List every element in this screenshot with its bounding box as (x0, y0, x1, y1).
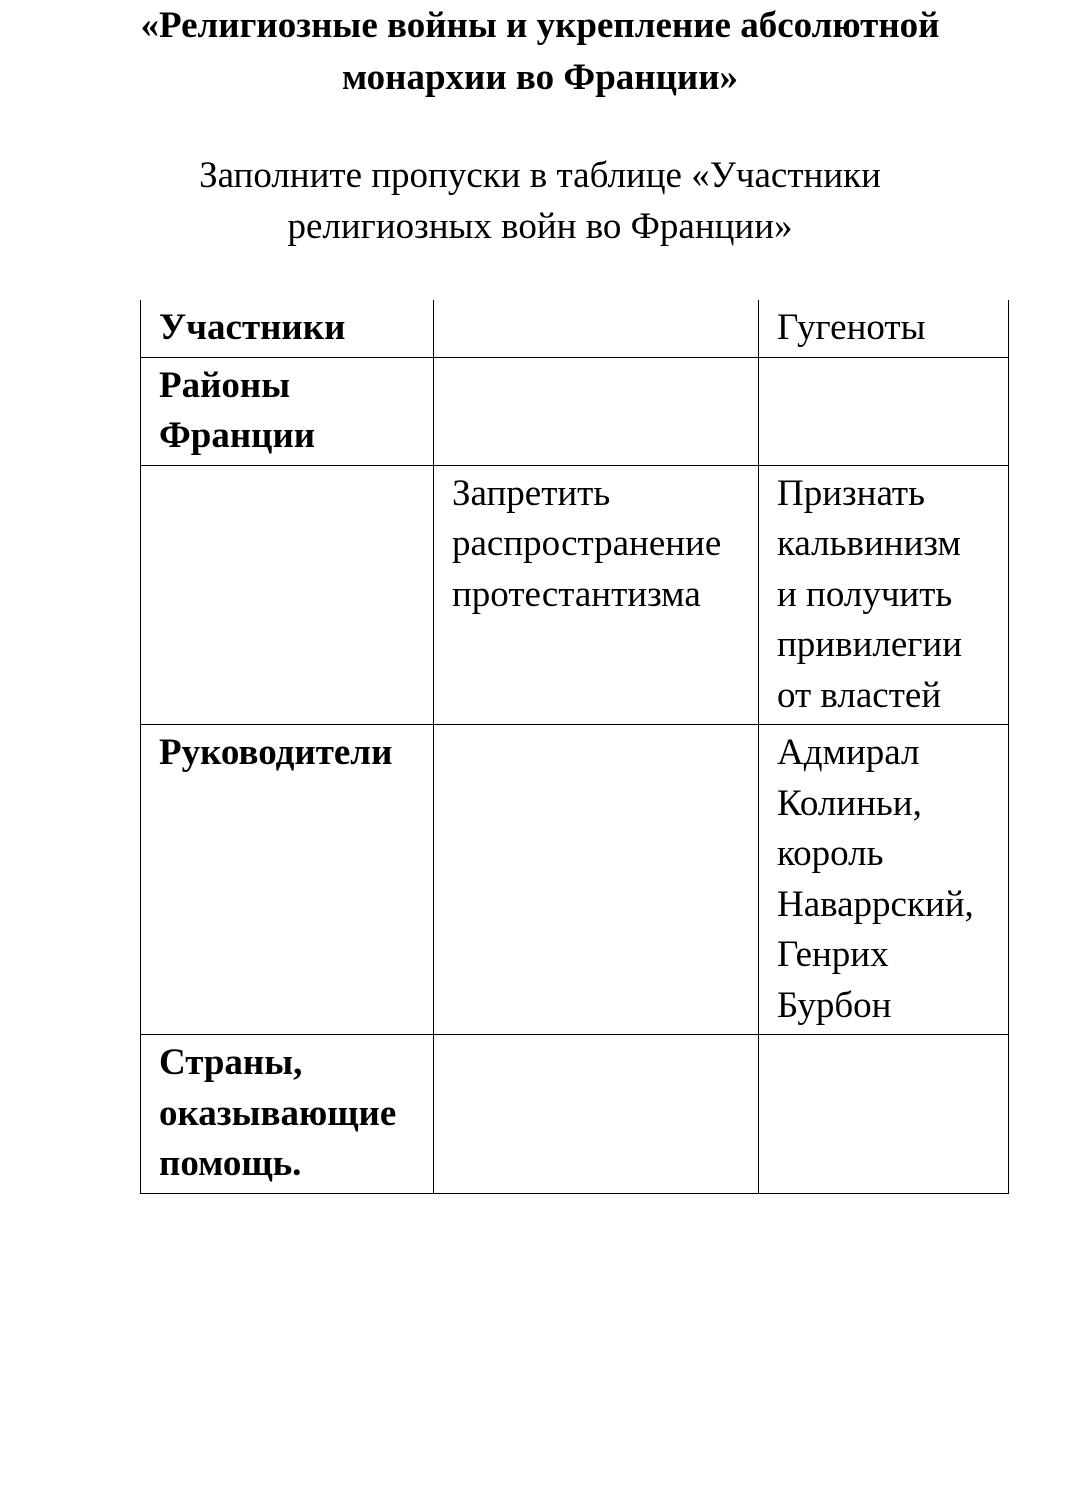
table-cell (759, 300, 1009, 357)
row-label-cell (141, 300, 434, 357)
participants-table (140, 300, 1009, 1194)
document-title (0, 0, 1080, 104)
cell-line: Участники (159, 307, 346, 348)
cell-line: Районы (159, 364, 291, 406)
blank-cell (759, 1035, 1009, 1194)
cell-line: кальвинизм (777, 523, 961, 564)
table-row (141, 300, 1009, 357)
table-row (141, 465, 1009, 725)
cell-line: король (777, 833, 884, 874)
title-line: монархии во Франции» (341, 57, 739, 98)
instruction-line: Заполните пропуски в таблице «Участники (199, 155, 881, 196)
blank-cell (434, 725, 759, 1035)
task-instruction (0, 150, 1080, 252)
title-line: «Религиозные войны и укрепление абсолютной (140, 5, 940, 46)
cell-line: оказывающие (159, 1092, 397, 1134)
cell-line: от властей (777, 674, 942, 716)
blank-cell (434, 357, 759, 465)
cell-line: протестантизма (452, 573, 701, 615)
instruction-line: религиозных войн во Франции» (287, 206, 793, 247)
blank-cell (434, 300, 759, 357)
table-row (141, 357, 1009, 465)
cell-line: Колиньи, (777, 782, 922, 824)
cell-line: распространение (452, 523, 722, 564)
blank-cell (759, 357, 1009, 465)
table-cell (759, 465, 1009, 725)
row-label-cell (141, 1035, 434, 1194)
cell-line: Наваррский, (777, 883, 974, 925)
cell-line: Руководители (159, 732, 393, 773)
cell-line: Франции (159, 415, 316, 456)
cell-line: и получить (777, 573, 953, 615)
blank-cell (434, 1035, 759, 1194)
cell-line: Страны, (159, 1042, 303, 1083)
table-row (141, 1035, 1009, 1194)
table-cell (759, 725, 1009, 1035)
cell-line: помощь. (159, 1143, 302, 1184)
cell-line: Генрих (777, 934, 889, 975)
row-label-cell (141, 725, 434, 1035)
cell-line: Бурбон (777, 984, 892, 1026)
cell-line: Адмирал (777, 732, 920, 773)
table-cell (434, 465, 759, 725)
blank-label-cell (141, 465, 434, 725)
cell-line: Гугеноты (777, 307, 926, 348)
table-row (141, 725, 1009, 1035)
cell-line: Признать (777, 472, 925, 514)
row-label-cell (141, 357, 434, 465)
cell-line: привилегии (777, 624, 963, 665)
cell-line: Запретить (452, 472, 611, 514)
